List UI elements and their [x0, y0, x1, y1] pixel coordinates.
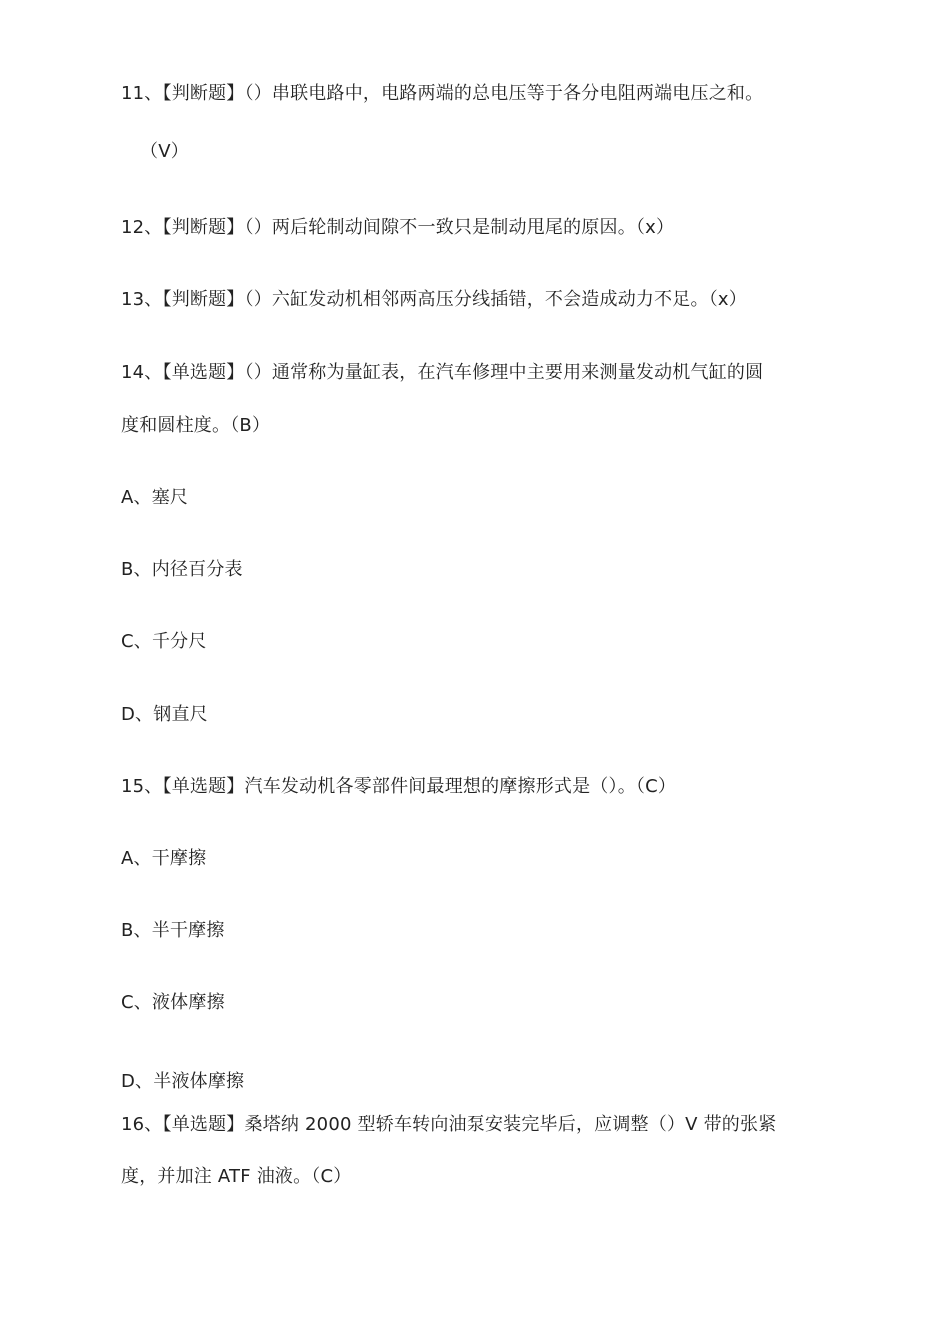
q14-option-a: A、塞尺 — [121, 487, 189, 508]
q16-text: 16、【单选题】桑塔纳 2000 型轿车转向油泵安装完毕后，应调整（）V 带的张紧 — [121, 1114, 777, 1135]
q15-option-c: C、液体摩擦 — [121, 992, 225, 1013]
q16-text-cont: 度，并加注 ATF 油液。（C） — [121, 1166, 352, 1187]
q15-option-d: D、半液体摩擦 — [121, 1071, 245, 1092]
q15-option-a: A、干摩擦 — [121, 848, 207, 869]
q15-option-b: B、半干摩擦 — [121, 920, 225, 941]
q12-text: 12、【判断题】（）两后轮制动间隙不一致只是制动甩尾的原因。（x） — [121, 217, 675, 238]
q14-option-b: B、内径百分表 — [121, 559, 243, 580]
q11-text: 11、【判断题】（）串联电路中，电路两端的总电压等于各分电阻两端电压之和。 — [121, 83, 764, 104]
q14-text: 14、【单选题】（）通常称为量缸表，在汽车修理中主要用来测量发动机气缸的圆 — [121, 362, 764, 383]
q14-option-c: C、千分尺 — [121, 631, 207, 652]
q14-text-cont: 度和圆柱度。（B） — [121, 415, 271, 436]
q11-answer: （V） — [140, 141, 189, 162]
q13-text: 13、【判断题】（）六缸发动机相邻两高压分线插错，不会造成动力不足。（x） — [121, 289, 747, 310]
q15-text: 15、【单选题】汽车发动机各零部件间最理想的摩擦形式是（）。（C） — [121, 776, 677, 797]
q14-option-d: D、钢直尺 — [121, 704, 208, 725]
